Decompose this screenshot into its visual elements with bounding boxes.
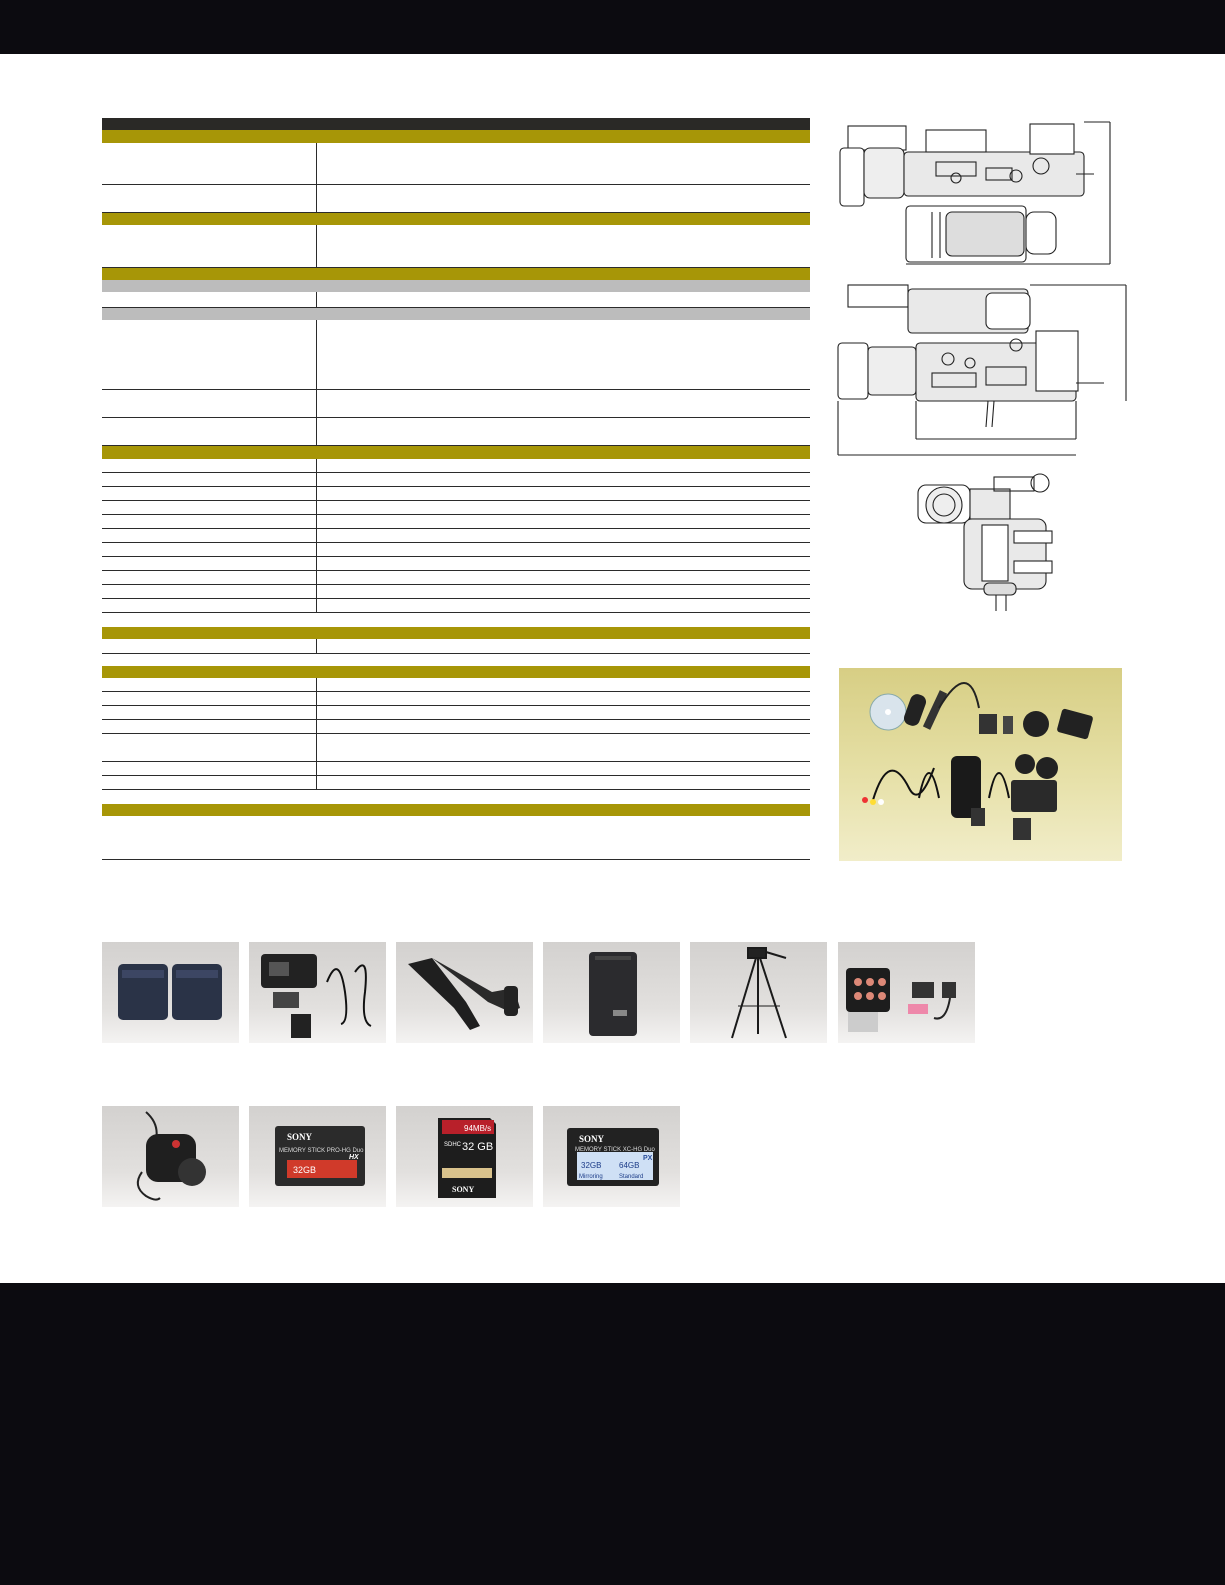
card-brand: SONY — [452, 1185, 475, 1194]
section-bar — [102, 268, 810, 280]
accessory-remote-commander — [102, 1106, 239, 1207]
spec-row — [102, 515, 810, 529]
top-band — [0, 0, 1225, 54]
spec-row — [102, 185, 810, 213]
camcorder-top-view — [836, 118, 1126, 270]
spec-row — [102, 692, 810, 706]
remote-icon — [1003, 716, 1013, 734]
spec-row — [102, 292, 810, 308]
spec-row — [102, 720, 810, 734]
accessory-battery-packs — [102, 942, 239, 1043]
accessory-charger-kit — [249, 942, 386, 1043]
spec-row — [102, 706, 810, 720]
spec-row — [102, 734, 810, 762]
lens-hood-icon — [1056, 708, 1093, 739]
camcorder-side-view — [836, 283, 1136, 463]
spec-row — [102, 459, 810, 473]
card-brand: SONY — [287, 1132, 313, 1142]
bottom-band — [0, 1283, 1225, 1585]
spec-row — [102, 473, 810, 487]
spec-row — [102, 487, 810, 501]
accessory-storage-unit — [543, 942, 680, 1043]
card-mode1: Mirroring — [579, 1174, 603, 1180]
spec-row — [102, 418, 810, 446]
card-cap2: 64GB — [619, 1161, 640, 1170]
cable-icon — [923, 690, 947, 730]
spec-row — [102, 762, 810, 776]
card-mode2: Standard — [619, 1174, 644, 1180]
accessory-memory-stick-xc-hg-duo — [543, 1106, 680, 1207]
section-bar — [102, 804, 810, 816]
spacer — [102, 613, 810, 627]
card-cap1: 32GB — [581, 1161, 602, 1170]
footnote-area — [102, 816, 810, 860]
lens-cap-icon — [1023, 711, 1049, 737]
card-brand: SONY — [579, 1134, 605, 1144]
spec-row — [102, 390, 810, 418]
spec-row — [102, 543, 810, 557]
spec-row — [102, 571, 810, 585]
spec-row — [102, 585, 810, 599]
card-text: MEMORY STICK XC-HG Duo — [575, 1147, 655, 1153]
charger-icon — [1011, 780, 1057, 812]
spec-row — [102, 320, 810, 390]
spacer — [102, 790, 810, 804]
spacer — [102, 654, 810, 666]
subsection-bar — [102, 308, 810, 320]
card-capacity: 32GB — [293, 1165, 317, 1175]
supplied-accessories-photo — [839, 668, 1122, 861]
spec-row — [102, 529, 810, 543]
card-speed: 94MB/s — [464, 1124, 492, 1133]
spec-table — [102, 118, 810, 860]
av-cable-icon — [873, 768, 934, 800]
spec-row — [102, 557, 810, 571]
camcorder-front-view — [910, 473, 1070, 623]
spec-row — [102, 225, 810, 268]
accessory-led-video-light — [838, 942, 975, 1043]
card-capacity: 32 GB — [462, 1141, 494, 1153]
card-type: SDHC — [444, 1142, 462, 1148]
accessory-memory-stick-pro-hg-duo — [249, 1106, 386, 1207]
spec-table-header-bar — [102, 118, 810, 130]
accessory-tripod — [690, 942, 827, 1043]
accessory-sdhc-card — [396, 1106, 533, 1207]
card-text: MEMORY STICK PRO-HG Duo — [279, 1148, 364, 1154]
section-bar — [102, 666, 810, 678]
section-bar — [102, 627, 810, 639]
cap-icon — [1015, 754, 1035, 774]
spec-row — [102, 639, 810, 654]
subsection-bar — [102, 280, 810, 292]
section-bar — [102, 213, 810, 225]
spec-row — [102, 678, 810, 692]
section-bar — [102, 446, 810, 459]
card-mark: HX — [349, 1154, 359, 1161]
spec-row — [102, 143, 810, 185]
spec-row — [102, 501, 810, 515]
card-mark: PX — [643, 1155, 653, 1162]
spec-row — [102, 599, 810, 613]
spec-row — [102, 776, 810, 790]
battery-icon — [979, 714, 997, 734]
section-bar — [102, 130, 810, 143]
accessory-shoulder-brace — [396, 942, 533, 1043]
